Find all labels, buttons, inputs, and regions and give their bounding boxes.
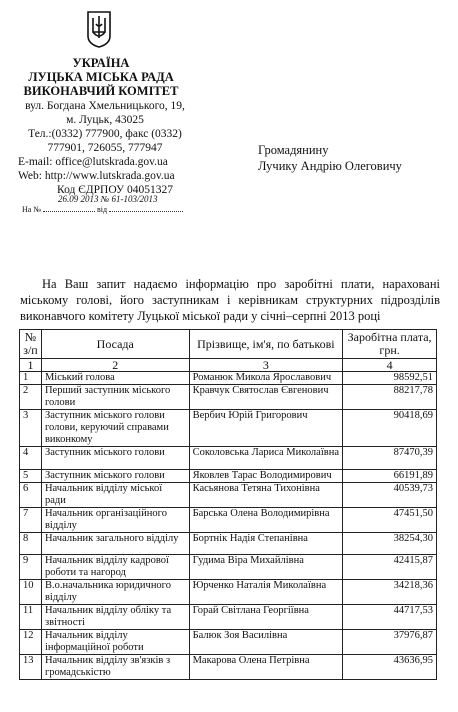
row-number-cell: 13 <box>20 655 42 680</box>
position-cell: В.о.начальника юридичного відділу <box>41 580 189 605</box>
table-row <box>20 508 437 533</box>
committee-heading: ВИКОНАВЧИЙ КОМІТЕТ <box>23 84 179 98</box>
position-cell: Перший заступник міського голови <box>41 385 189 410</box>
salary-cell: 88217,78 <box>343 385 437 410</box>
ref-blank <box>43 211 95 212</box>
position-cell: Міський голова <box>41 372 189 385</box>
name-cell: Гудима Віра Михайлівна <box>189 555 343 580</box>
row-number-cell: 9 <box>20 555 42 580</box>
row-number-cell: 11 <box>20 605 42 630</box>
table-row <box>20 447 437 470</box>
web-line: Web: http://www.lutskrada.gov.ua <box>18 170 175 182</box>
colnum-2: 2 <box>41 359 189 372</box>
salary-cell: 40539,73 <box>343 483 437 508</box>
ref-label: На № <box>22 205 41 214</box>
row-number-cell: 8 <box>20 533 42 555</box>
from-blank <box>109 211 183 212</box>
position-cell: Начальник відділу міської ради <box>41 483 189 508</box>
row-number-cell: 3 <box>20 410 42 447</box>
table-row <box>20 385 437 410</box>
row-number-cell: 2 <box>20 385 42 410</box>
name-cell: Соколовська Лариса Миколаївна <box>189 447 343 470</box>
table-row <box>20 605 437 630</box>
position-cell: Начальник відділу обліку та звітності <box>41 605 189 630</box>
position-cell: Заступник міського голови <box>41 470 189 483</box>
position-cell: Начальник організаційного відділу <box>41 508 189 533</box>
header-number: № з/п <box>20 330 42 359</box>
colnum-3: 3 <box>189 359 343 372</box>
name-cell: Горай Світлана Георгіївна <box>189 605 343 630</box>
table-row <box>20 410 437 447</box>
name-cell: Бортнік Надія Степанівна <box>189 533 343 555</box>
name-cell: Балюк Зоя Василівна <box>189 630 343 655</box>
name-cell: Макарова Олена Петрівна <box>189 655 343 680</box>
salary-cell: 43636,95 <box>343 655 437 680</box>
salary-cell: 42415,87 <box>343 555 437 580</box>
name-cell: Юрченко Наталія Миколаївна <box>189 580 343 605</box>
address-city: м. Луцьк, 43025 <box>66 114 144 126</box>
table-row <box>20 533 437 555</box>
recipient-title: Громадянину <box>258 143 329 157</box>
reference-line <box>22 205 183 214</box>
salary-cell: 34218,36 <box>343 580 437 605</box>
table-row <box>20 555 437 580</box>
salary-cell: 44717,53 <box>343 605 437 630</box>
table-row <box>20 470 437 483</box>
table-row <box>20 483 437 508</box>
colnum-4: 4 <box>343 359 437 372</box>
position-cell: Заступник міського голови <box>41 447 189 470</box>
salary-cell: 47451,50 <box>343 508 437 533</box>
name-cell: Касьянова Тетяна Тихонівна <box>189 483 343 508</box>
header-name: Прізвище, ім'я, по батькові <box>189 330 343 359</box>
handwritten-date-number: 26.09 2013 № 61-103/2013 <box>58 194 158 204</box>
position-cell: Начальник загального відділу <box>41 533 189 555</box>
table-row <box>20 372 437 385</box>
position-cell: Начальник відділу кадрової роботи та нагород <box>41 555 189 580</box>
salary-cell: 38254,30 <box>343 533 437 555</box>
row-number-cell: 6 <box>20 483 42 508</box>
email-line: E-mail: office@lutskrada.gov.ua <box>18 156 168 168</box>
row-number-cell: 5 <box>20 470 42 483</box>
row-number-cell: 1 <box>20 372 42 385</box>
phone-line-2: 777901, 726055, 777947 <box>47 142 163 154</box>
salary-cell: 87470,39 <box>343 447 437 470</box>
name-cell: Барська Олена Володимирівна <box>189 508 343 533</box>
row-number-cell: 4 <box>20 447 42 470</box>
table-column-number-row <box>20 359 437 372</box>
row-number-cell: 7 <box>20 508 42 533</box>
salary-cell: 66191,89 <box>343 470 437 483</box>
address-street: вул. Богдана Хмельницького, 19, <box>25 100 185 112</box>
table-header-row <box>20 330 437 359</box>
council-heading: ЛУЦЬКА МІСЬКА РАДА <box>28 70 174 84</box>
request-paragraph: На Ваш запит надаємо інформацію про заробітні плати, нараховані міському голові, його заступникам і керівникам структурних підрозділів виконавчого комітету Луцької міської ради у січні–серпні 2013 році <box>20 277 440 323</box>
row-number-cell: 10 <box>20 580 42 605</box>
position-cell: Начальник відділу інформаційної роботи <box>41 630 189 655</box>
phone-line-1: Тел.:(0332) 777900, факс (0332) <box>28 128 182 140</box>
header-salary: Заробітна плата, грн. <box>343 330 437 359</box>
header-position: Посада <box>41 330 189 359</box>
salary-cell: 37976,87 <box>343 630 437 655</box>
position-cell: Начальник відділу зв'язків з громадськістю <box>41 655 189 680</box>
name-cell: Яковлев Тарас Володимирович <box>189 470 343 483</box>
from-label: від <box>96 205 108 214</box>
table-row <box>20 630 437 655</box>
salary-cell: 98592,51 <box>343 372 437 385</box>
name-cell: Вербич Юрій Григорович <box>189 410 343 447</box>
row-number-cell: 12 <box>20 630 42 655</box>
salary-cell: 90418,69 <box>343 410 437 447</box>
name-cell: Романюк Микола Ярославович <box>189 372 343 385</box>
name-cell: Кравчук Святослав Євгенович <box>189 385 343 410</box>
table-row <box>20 655 437 680</box>
salary-table <box>19 329 437 680</box>
recipient-name: Лучику Андрію Олеговичу <box>258 159 402 173</box>
country-heading: УКРАЇНА <box>72 56 130 70</box>
edrpou-code: Код ЄДРПОУ 04051327 <box>56 184 174 196</box>
colnum-1: 1 <box>20 359 42 372</box>
table-row <box>20 580 437 605</box>
position-cell: Заступник міського голови голови, керуючий справами виконкому <box>41 410 189 447</box>
coat-of-arms-icon <box>86 10 112 48</box>
